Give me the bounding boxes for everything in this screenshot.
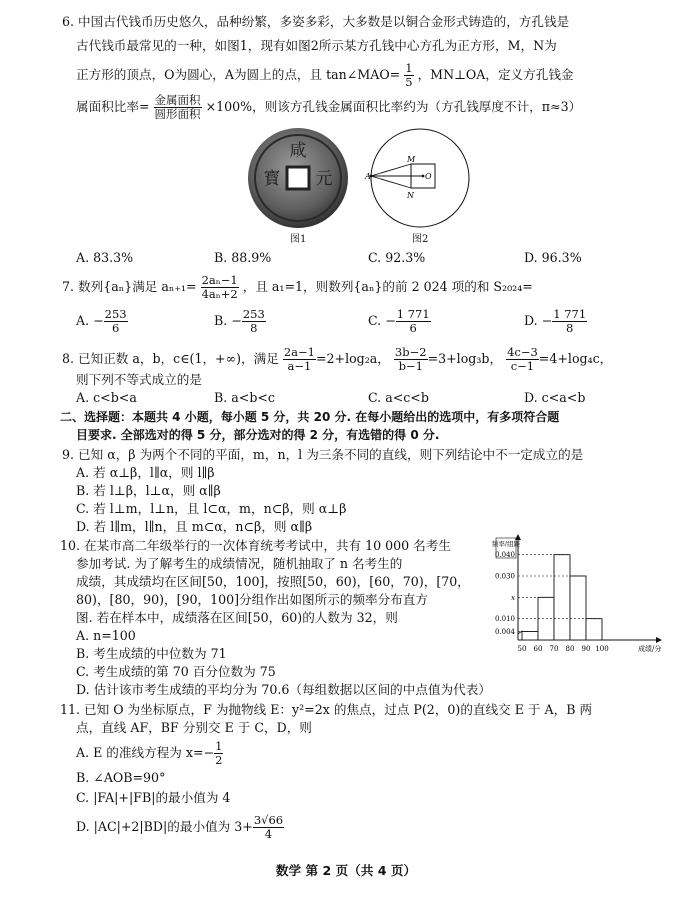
histogram-bar <box>586 619 602 640</box>
ylabel-top: 频率/组距 <box>491 540 521 548</box>
q8-option-c[interactable]: C. a<c<b <box>368 390 429 405</box>
frac-num: 2aₙ−1 <box>201 273 238 287</box>
frac-num: 2a−1 <box>283 345 315 359</box>
option-fraction <box>552 308 587 335</box>
q10-stem-line4: 80)，[80，90)，[90，100]分组作出如图所示的频率分布直方 <box>76 592 428 607</box>
frac-num: 253 <box>104 307 127 321</box>
q8-stem <box>62 346 612 373</box>
q11-option-a[interactable] <box>76 740 223 767</box>
option-fraction <box>253 814 284 841</box>
q8-term-2: =3+log₃b， <box>427 351 503 366</box>
q7-stem-b: ，且 a₁=1，则数列{aₙ}的前 2 024 项的和 S₂₀₂₄= <box>242 279 533 294</box>
frac-num: 3b−2 <box>394 345 427 359</box>
option-fraction <box>214 740 223 767</box>
x-tick-label: 60 <box>533 645 543 653</box>
q11-option-d[interactable] <box>76 814 284 841</box>
option-fraction <box>242 308 266 335</box>
frac-num: 3√66 <box>253 813 284 827</box>
line-AM <box>371 164 411 176</box>
q11-stem-line2: 点，直线 AF，BF 分别交 E 于 C，D，则 <box>76 720 312 735</box>
q7-stem <box>62 274 533 301</box>
q11-option-c[interactable]: C. |FA|+|FB|的最小值为 4 <box>76 790 231 805</box>
option-fraction <box>104 308 128 335</box>
histogram-bar <box>554 555 570 640</box>
q11-stem-line1: 11. 已知 O 为坐标原点，F 为抛物线 E：y²=2x 的焦点，过点 P(2，0)的直线交 E 于 A，B 两 <box>60 702 593 717</box>
frac-den: 4aₙ+2 <box>201 287 238 301</box>
label-O: O <box>425 172 432 181</box>
y-tick-label: 0.010 <box>494 615 515 624</box>
q10-stem-line1: 10. 在某市高二年级举行的一次体育统考考试中，共有 10 000 名考生 <box>60 538 451 553</box>
q6-option-c[interactable]: C. 92.3% <box>368 250 426 265</box>
option-prefix: B. − <box>214 313 242 328</box>
q10-option-d[interactable]: D. 估计该市考生成绩的平均分为 70.6（每组数据以区间的中点值为代表） <box>76 682 491 697</box>
x-axis-label: 成绩/分 <box>638 645 662 653</box>
q6-line4-a: 属面积比率= <box>76 99 150 114</box>
q8-stem-a: 8. 已知正数 a，b，c∈(1，+∞)，满足 <box>62 351 279 366</box>
frac-num: 1 771 <box>396 307 430 321</box>
frac-den: c−1 <box>510 359 535 373</box>
frac-num: 253 <box>242 307 265 321</box>
q6-tan-fraction <box>404 62 413 89</box>
q10-stem-line2: 参加考试. 为了解考生的成绩情况，随机抽取了 n 名考生的 <box>76 556 403 571</box>
frac-den: 圆形面积 <box>154 107 201 121</box>
q7-option-c[interactable] <box>368 308 431 335</box>
fig2-caption: 图2 <box>412 234 429 245</box>
option-prefix: D. − <box>524 313 553 328</box>
q8-line2: 则下列不等式成立的是 <box>76 372 202 387</box>
label-N: N <box>407 191 414 200</box>
coin-figure <box>246 126 350 230</box>
coin-char-top: 咸 <box>289 141 307 161</box>
q6-line1: 6. 中国古代钱币历史悠久，品种纷繁，多姿多彩，大多数是以铜合金形式铸造的，方孔钱是 <box>62 14 570 29</box>
section2-header-line2: 目要求. 全部选对的得 5 分，部分选对的得 2 分，有选错的得 0 分. <box>76 428 440 442</box>
q10-option-b[interactable]: B. 考生成绩的中位数为 71 <box>76 646 227 661</box>
q7-option-d[interactable] <box>524 308 587 335</box>
coin-square-hole <box>287 167 309 189</box>
option-prefix: A. − <box>76 313 104 328</box>
frac-num: 1 771 <box>553 307 587 321</box>
frac-den: 8 <box>250 321 258 335</box>
line-AN <box>371 176 411 188</box>
option-prefix: D. |AC|+2|BD|的最小值为 3+ <box>76 819 253 834</box>
coin-char-right: 元 <box>315 169 333 189</box>
q8-term-3: =4+log₄c， <box>538 351 613 366</box>
frac-den: 5 <box>405 75 413 89</box>
q6-line3 <box>76 62 574 89</box>
x-tick-label: 90 <box>581 645 591 653</box>
q8-option-d[interactable]: D. c<a<b <box>524 390 586 405</box>
fig1-caption: 图1 <box>290 234 307 245</box>
frac-den: a−1 <box>287 359 312 373</box>
y-tick-label: 0.040 <box>494 551 515 560</box>
x-tick-label: 100 <box>595 645 609 653</box>
q8-option-b[interactable]: B. a<b<c <box>214 390 275 405</box>
q7-recurrence-fraction <box>201 274 239 301</box>
frac-den: 6 <box>409 321 417 335</box>
frac-den: 6 <box>111 321 120 335</box>
frequency-histogram <box>474 534 666 656</box>
q6-option-b[interactable]: B. 88.9% <box>214 250 272 265</box>
q9-stem: 9. 已知 α，β 为两个不同的平面，m，n，l 为三条不同的直线，则下列结论中不一定成立的是 <box>62 447 584 462</box>
q10-stem-line5: 图. 若在样本中，成绩落在区间[50，60)的人数为 32，则 <box>76 610 398 625</box>
y-tick-label: 0.004 <box>494 627 515 636</box>
frac-den: 4 <box>264 827 273 841</box>
q6-option-a[interactable]: A. 83.3% <box>76 250 134 265</box>
section2-header-line1: 二、选择题：本题共 4 小题，每小题 5 分，共 20 分. 在每小题给出的选项中，有多项符合题 <box>60 410 560 424</box>
q9-option-a[interactable]: A. 若 α⊥β，l∥α，则 l∥β <box>76 465 215 480</box>
option-prefix: C. − <box>368 313 396 328</box>
option-prefix: A. E 的准线方程为 x=− <box>76 745 215 760</box>
frac-num: 4c−3 <box>507 345 538 359</box>
q6-line2: 古代钱币最常见的一种，如图1，现有如图2所示某方孔钱中心方孔为正方形，M，N为 <box>76 38 557 53</box>
q8-fraction-3 <box>506 346 539 373</box>
q7-option-b[interactable] <box>214 308 266 335</box>
option-fraction <box>396 308 431 335</box>
q10-stem-line3: 成绩，其成绩均在区间[50，100]，按照[50，60)，[60，70)，[70， <box>76 574 470 589</box>
q8-fraction-1 <box>283 346 316 373</box>
q8-term-1: =2+log₂a， <box>315 351 390 366</box>
label-A: A <box>365 172 371 181</box>
label-M: M <box>407 155 416 164</box>
q7-option-a[interactable] <box>76 308 128 335</box>
q9-option-d[interactable]: D. 若 l∥m，l∥n，且 m⊂α，n⊂β，则 α∥β <box>76 519 313 534</box>
histogram-bar <box>522 631 538 640</box>
frac-num: 1 <box>405 61 413 75</box>
point-O <box>422 175 425 178</box>
q7-stem-a: 7. 数列{aₙ}满足 aₙ₊₁= <box>62 279 197 294</box>
q9-option-c[interactable]: C. 若 l⊥m，l⊥n，且 l⊂α，m，n⊂β，则 α⊥β <box>76 501 347 516</box>
q9-option-b[interactable]: B. 若 l⊥β，l⊥α，则 α∥β <box>76 483 221 498</box>
page-footer: 数学 第 2 页（共 4 页） <box>275 863 417 878</box>
q6-line3-a: 正方形的顶点，O为圆心，A为圆上的点，且 tan∠MAO= <box>76 67 401 82</box>
geometry-figure <box>365 126 472 230</box>
q6-line4 <box>76 94 581 121</box>
q8-option-a[interactable]: A. c<b<a <box>76 390 137 405</box>
y-tick-label: 0.030 <box>494 572 515 581</box>
x-tick-label: 80 <box>565 645 575 653</box>
q11-option-b[interactable]: B. ∠AOB=90° <box>76 770 166 785</box>
y-tick-label: x <box>511 593 515 602</box>
x-tick-label: 50 <box>517 645 527 653</box>
frac-den: 2 <box>215 753 223 767</box>
q10-option-a[interactable]: A. n=100 <box>76 628 136 643</box>
x-tick-label: 70 <box>549 645 559 653</box>
frac-den: b−1 <box>398 359 423 373</box>
q6-line4-b: ×100%，则该方孔钱金属面积比率约为（方孔钱厚度不计，π≈3） <box>205 99 582 114</box>
q6-option-d[interactable]: D. 96.3% <box>524 250 582 265</box>
x-axis-arrow <box>656 637 662 643</box>
frac-den: 8 <box>566 321 574 335</box>
q6-ratio-fraction <box>154 94 202 121</box>
coin-char-left: 寳 <box>263 169 281 189</box>
q6-line3-b: ，MN⊥OA，定义方孔钱金 <box>417 67 574 82</box>
outer-circle <box>371 129 469 227</box>
histogram-bar <box>570 576 586 640</box>
frac-num: 金属面积 <box>154 93 201 107</box>
frac-num: 1 <box>215 739 223 753</box>
q8-fraction-2 <box>394 346 428 373</box>
q10-option-c[interactable]: C. 考生成绩的第 70 百分位数为 75 <box>76 664 276 679</box>
